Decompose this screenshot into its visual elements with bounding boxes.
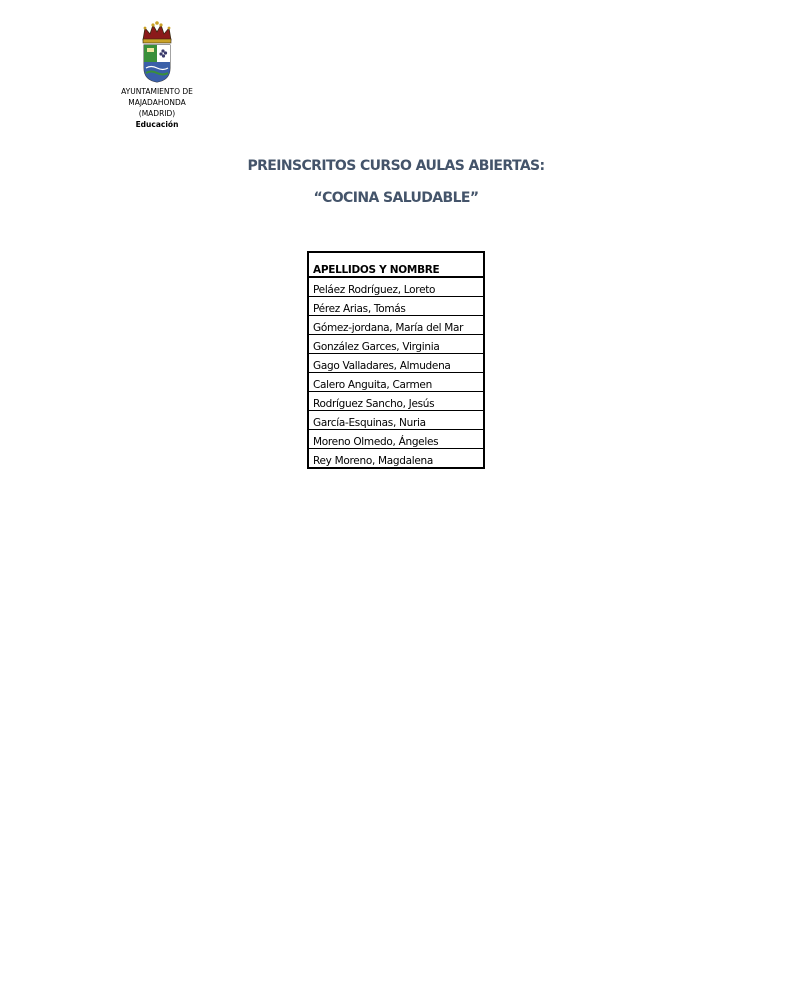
table-row <box>308 297 484 316</box>
column-header-name: APELLIDOS Y NOMBRE <box>308 252 484 277</box>
institution-name <box>110 86 204 130</box>
table-row <box>308 430 484 449</box>
table-row <box>308 354 484 373</box>
table-cell-name: Gago Valladares, Almudena <box>308 354 484 373</box>
municipal-logo <box>110 20 204 130</box>
preregistered-table <box>307 251 485 469</box>
table-row <box>308 277 484 297</box>
table-row <box>308 392 484 411</box>
table-cell-name: Moreno Olmedo, Ángeles <box>308 430 484 449</box>
table-cell-name: García-Esquinas, Nuria <box>308 411 484 430</box>
coat-of-arms-icon <box>139 20 175 84</box>
table-cell-name: Peláez Rodríguez, Loreto <box>308 277 484 297</box>
table-row <box>308 411 484 430</box>
table-row <box>308 373 484 392</box>
table-header-row <box>308 252 484 277</box>
org-line-1: AYUNTAMIENTO DE <box>121 87 193 96</box>
table-row <box>308 449 484 469</box>
org-line-3: (MADRID) <box>138 109 176 118</box>
table-cell-name: Calero Anguita, Carmen <box>308 373 484 392</box>
table-cell-name: González Garces, Virginia <box>308 335 484 354</box>
org-line-2: MAJADAHONDA <box>128 98 186 107</box>
table-row <box>308 335 484 354</box>
department-label: Educación <box>135 120 179 129</box>
table-cell-name: Rodríguez Sancho, Jesús <box>308 392 484 411</box>
table-cell-name: Gómez-jordana, María del Mar <box>308 316 484 335</box>
table-cell-name: Pérez Arias, Tomás <box>308 297 484 316</box>
table-row <box>308 316 484 335</box>
table-cell-name: Rey Moreno, Magdalena <box>313 455 434 467</box>
document-title: PREINSCRITOS CURSO AULAS ABIERTAS: <box>247 158 545 174</box>
document-subtitle: “COCINA SALUDABLE” <box>313 190 479 206</box>
